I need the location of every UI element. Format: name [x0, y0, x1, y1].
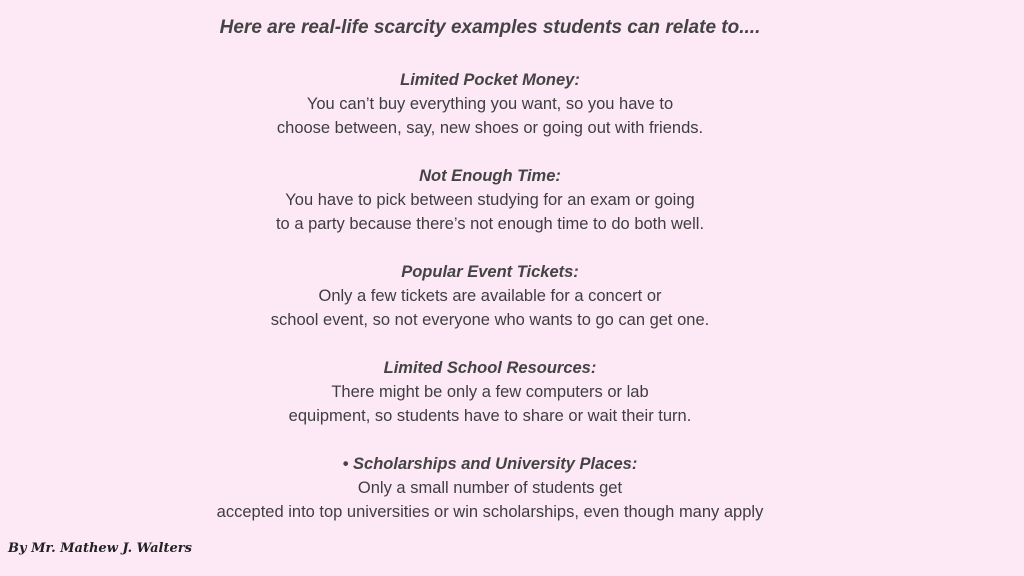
example-school-resources [0, 356, 980, 428]
example-line: equipment, so students have to share or wait their turn. [288, 407, 692, 425]
example-line: Only a small number of students get [357, 479, 623, 497]
example-line: There might be only a few computers or lab [331, 383, 649, 401]
author-signature: By Mr. Mathew J. Walters [8, 541, 192, 556]
slide-title: Here are real-life scarcity examples students can relate to.... [219, 17, 761, 38]
example-heading: Not Enough Time: [419, 167, 561, 185]
example-heading: Limited School Resources: [383, 359, 597, 377]
example-line: accepted into top universities or win scholarships, even though many apply [216, 503, 764, 521]
example-heading: Popular Event Tickets: [401, 263, 579, 281]
example-line: You have to pick between studying for an exam or going [285, 191, 695, 209]
examples-list [0, 68, 980, 548]
example-scholarships [0, 452, 980, 524]
example-not-enough-time [0, 164, 980, 236]
example-line: Only a few tickets are available for a concert or [318, 287, 662, 305]
example-line: You can’t buy everything you want, so you have to [306, 95, 674, 113]
example-event-tickets [0, 260, 980, 332]
example-line: school event, so not everyone who wants to go can get one. [270, 311, 710, 329]
example-line: choose between, say, new shoes or going out with friends. [276, 119, 704, 137]
example-line: to a party because there’s not enough time to do both well. [275, 215, 705, 233]
example-heading: • Scholarships and University Places: [342, 455, 638, 473]
example-heading: Limited Pocket Money: [400, 71, 580, 89]
example-pocket-money [0, 68, 980, 140]
